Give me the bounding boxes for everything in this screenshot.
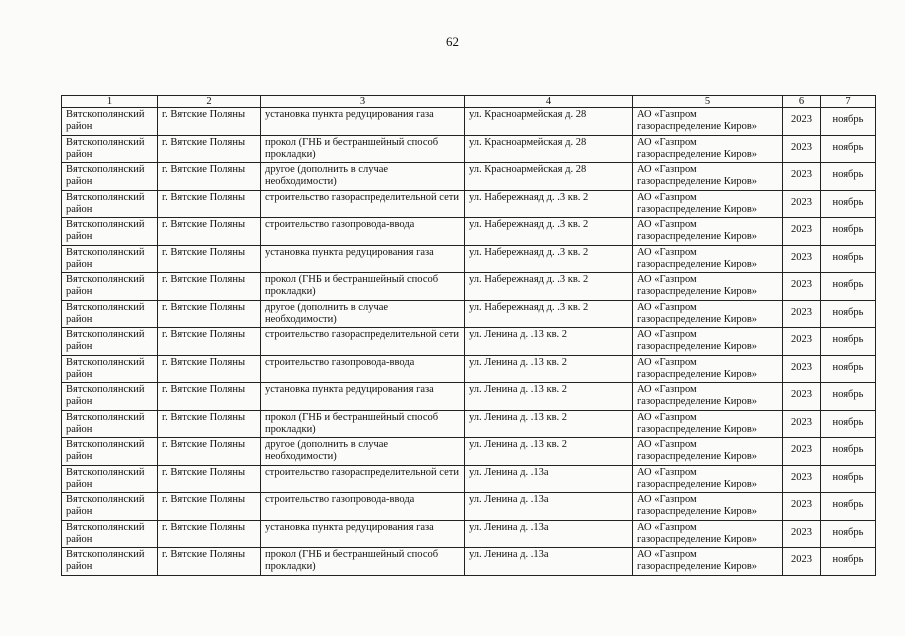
organization-cell: АО «Газпром газораспределение Киров»	[633, 328, 783, 356]
year-cell: 2023	[783, 190, 821, 218]
district-cell: Вятскополянский район	[62, 493, 158, 521]
organization-cell: АО «Газпром газораспределение Киров»	[633, 438, 783, 466]
city-cell: г. Вятские Поляны	[158, 108, 261, 136]
address-cell: ул. Ленина д. .13 кв. 2	[465, 383, 633, 411]
city-cell: г. Вятские Поляны	[158, 493, 261, 521]
year-cell: 2023	[783, 273, 821, 301]
year-cell: 2023	[783, 520, 821, 548]
work-type-cell: строительство газопровода-ввода	[261, 218, 465, 246]
city-cell: г. Вятские Поляны	[158, 410, 261, 438]
work-type-cell: строительство газораспределительной сети	[261, 328, 465, 356]
district-cell: Вятскополянский район	[62, 355, 158, 383]
district-cell: Вятскополянский район	[62, 135, 158, 163]
table-row	[62, 163, 876, 191]
organization-cell: АО «Газпром газораспределение Киров»	[633, 520, 783, 548]
organization-cell: АО «Газпром газораспределение Киров»	[633, 493, 783, 521]
column-header-6: 6	[783, 96, 821, 108]
organization-cell: АО «Газпром газораспределение Киров»	[633, 135, 783, 163]
organization-cell: АО «Газпром газораспределение Киров»	[633, 163, 783, 191]
address-cell: ул. Красноармейская д. 28	[465, 108, 633, 136]
work-type-cell: другое (дополнить в случае необходимости)	[261, 163, 465, 191]
month-cell: ноябрь	[821, 548, 876, 576]
column-header-2: 2	[158, 96, 261, 108]
organization-cell: АО «Газпром газораспределение Киров»	[633, 190, 783, 218]
year-cell: 2023	[783, 465, 821, 493]
district-cell: Вятскополянский район	[62, 438, 158, 466]
month-cell: ноябрь	[821, 383, 876, 411]
table-row	[62, 300, 876, 328]
district-cell: Вятскополянский район	[62, 273, 158, 301]
table-row	[62, 548, 876, 576]
month-cell: ноябрь	[821, 135, 876, 163]
organization-cell: АО «Газпром газораспределение Киров»	[633, 218, 783, 246]
table-row	[62, 190, 876, 218]
year-cell: 2023	[783, 245, 821, 273]
work-type-cell: строительство газораспределительной сети	[261, 190, 465, 218]
month-cell: ноябрь	[821, 355, 876, 383]
address-cell: ул. Ленина д. .13а	[465, 465, 633, 493]
table-row	[62, 520, 876, 548]
district-cell: Вятскополянский район	[62, 410, 158, 438]
month-cell: ноябрь	[821, 190, 876, 218]
address-cell: ул. Ленина д. .13 кв. 2	[465, 355, 633, 383]
work-type-cell: строительство газопровода-ввода	[261, 355, 465, 383]
district-cell: Вятскополянский район	[62, 108, 158, 136]
city-cell: г. Вятские Поляны	[158, 273, 261, 301]
year-cell: 2023	[783, 493, 821, 521]
month-cell: ноябрь	[821, 465, 876, 493]
month-cell: ноябрь	[821, 245, 876, 273]
city-cell: г. Вятские Поляны	[158, 245, 261, 273]
work-type-cell: строительство газораспределительной сети	[261, 465, 465, 493]
city-cell: г. Вятские Поляны	[158, 465, 261, 493]
city-cell: г. Вятские Поляны	[158, 438, 261, 466]
district-cell: Вятскополянский район	[62, 190, 158, 218]
work-type-cell: прокол (ГНБ и бестраншейный способ прокладки)	[261, 135, 465, 163]
address-cell: ул. Набережнаяд д. .3 кв. 2	[465, 273, 633, 301]
district-cell: Вятскополянский район	[62, 520, 158, 548]
page-number: 62	[446, 34, 459, 49]
year-cell: 2023	[783, 355, 821, 383]
column-header-7: 7	[821, 96, 876, 108]
city-cell: г. Вятские Поляны	[158, 135, 261, 163]
district-cell: Вятскополянский район	[62, 300, 158, 328]
year-cell: 2023	[783, 135, 821, 163]
table-row	[62, 410, 876, 438]
organization-cell: АО «Газпром газораспределение Киров»	[633, 383, 783, 411]
year-cell: 2023	[783, 300, 821, 328]
month-cell: ноябрь	[821, 163, 876, 191]
column-header-4: 4	[465, 96, 633, 108]
month-cell: ноябрь	[821, 300, 876, 328]
city-cell: г. Вятские Поляны	[158, 355, 261, 383]
district-cell: Вятскополянский район	[62, 245, 158, 273]
month-cell: ноябрь	[821, 493, 876, 521]
table-row	[62, 218, 876, 246]
table-row	[62, 355, 876, 383]
address-cell: ул. Ленина д. .13а	[465, 520, 633, 548]
address-cell: ул. Красноармейская д. 28	[465, 135, 633, 163]
district-cell: Вятскополянский район	[62, 548, 158, 576]
city-cell: г. Вятские Поляны	[158, 548, 261, 576]
year-cell: 2023	[783, 548, 821, 576]
district-cell: Вятскополянский район	[62, 328, 158, 356]
district-cell: Вятскополянский район	[62, 383, 158, 411]
table-row	[62, 438, 876, 466]
year-cell: 2023	[783, 108, 821, 136]
organization-cell: АО «Газпром газораспределение Киров»	[633, 410, 783, 438]
city-cell: г. Вятские Поляны	[158, 520, 261, 548]
city-cell: г. Вятские Поляны	[158, 218, 261, 246]
organization-cell: АО «Газпром газораспределение Киров»	[633, 273, 783, 301]
work-type-cell: прокол (ГНБ и бестраншейный способ прокладки)	[261, 273, 465, 301]
organization-cell: АО «Газпром газораспределение Киров»	[633, 245, 783, 273]
year-cell: 2023	[783, 438, 821, 466]
address-cell: ул. Ленина д. .13 кв. 2	[465, 410, 633, 438]
district-cell: Вятскополянский район	[62, 163, 158, 191]
city-cell: г. Вятские Поляны	[158, 328, 261, 356]
work-type-cell: установка пункта редуцирования газа	[261, 245, 465, 273]
address-cell: ул. Набережнаяд д. .3 кв. 2	[465, 190, 633, 218]
city-cell: г. Вятские Поляны	[158, 383, 261, 411]
month-cell: ноябрь	[821, 438, 876, 466]
organization-cell: АО «Газпром газораспределение Киров»	[633, 355, 783, 383]
column-header-5: 5	[633, 96, 783, 108]
year-cell: 2023	[783, 410, 821, 438]
table-row	[62, 465, 876, 493]
work-type-cell: установка пункта редуцирования газа	[261, 108, 465, 136]
work-type-cell: строительство газопровода-ввода	[261, 493, 465, 521]
address-cell: ул. Набережнаяд д. .3 кв. 2	[465, 300, 633, 328]
work-type-cell: другое (дополнить в случае необходимости)	[261, 300, 465, 328]
month-cell: ноябрь	[821, 108, 876, 136]
organization-cell: АО «Газпром газораспределение Киров»	[633, 300, 783, 328]
column-header-3: 3	[261, 96, 465, 108]
year-cell: 2023	[783, 383, 821, 411]
table-row	[62, 135, 876, 163]
month-cell: ноябрь	[821, 328, 876, 356]
address-cell: ул. Ленина д. .13 кв. 2	[465, 328, 633, 356]
district-cell: Вятскополянский район	[62, 465, 158, 493]
table-row	[62, 273, 876, 301]
column-header-1: 1	[62, 96, 158, 108]
work-type-cell: установка пункта редуцирования газа	[261, 383, 465, 411]
table-row	[62, 383, 876, 411]
address-cell: ул. Красноармейская д. 28	[465, 163, 633, 191]
address-cell: ул. Ленина д. .13а	[465, 548, 633, 576]
month-cell: ноябрь	[821, 273, 876, 301]
work-type-cell: прокол (ГНБ и бестраншейный способ прокладки)	[261, 548, 465, 576]
city-cell: г. Вятские Поляны	[158, 300, 261, 328]
address-cell: ул. Набережнаяд д. .3 кв. 2	[465, 218, 633, 246]
organization-cell: АО «Газпром газораспределение Киров»	[633, 548, 783, 576]
city-cell: г. Вятские Поляны	[158, 163, 261, 191]
table-row	[62, 108, 876, 136]
table-row	[62, 493, 876, 521]
year-cell: 2023	[783, 328, 821, 356]
work-type-cell: другое (дополнить в случае необходимости)	[261, 438, 465, 466]
table-body	[62, 108, 876, 576]
year-cell: 2023	[783, 218, 821, 246]
month-cell: ноябрь	[821, 410, 876, 438]
year-cell: 2023	[783, 163, 821, 191]
table-row	[62, 328, 876, 356]
month-cell: ноябрь	[821, 520, 876, 548]
work-type-cell: прокол (ГНБ и бестраншейный способ прокладки)	[261, 410, 465, 438]
works-table	[61, 95, 876, 576]
address-cell: ул. Ленина д. .13а	[465, 493, 633, 521]
month-cell: ноябрь	[821, 218, 876, 246]
city-cell: г. Вятские Поляны	[158, 190, 261, 218]
organization-cell: АО «Газпром газораспределение Киров»	[633, 108, 783, 136]
work-type-cell: установка пункта редуцирования газа	[261, 520, 465, 548]
address-cell: ул. Ленина д. .13 кв. 2	[465, 438, 633, 466]
table-row	[62, 245, 876, 273]
organization-cell: АО «Газпром газораспределение Киров»	[633, 465, 783, 493]
header-row	[62, 96, 876, 108]
district-cell: Вятскополянский район	[62, 218, 158, 246]
address-cell: ул. Набережнаяд д. .3 кв. 2	[465, 245, 633, 273]
